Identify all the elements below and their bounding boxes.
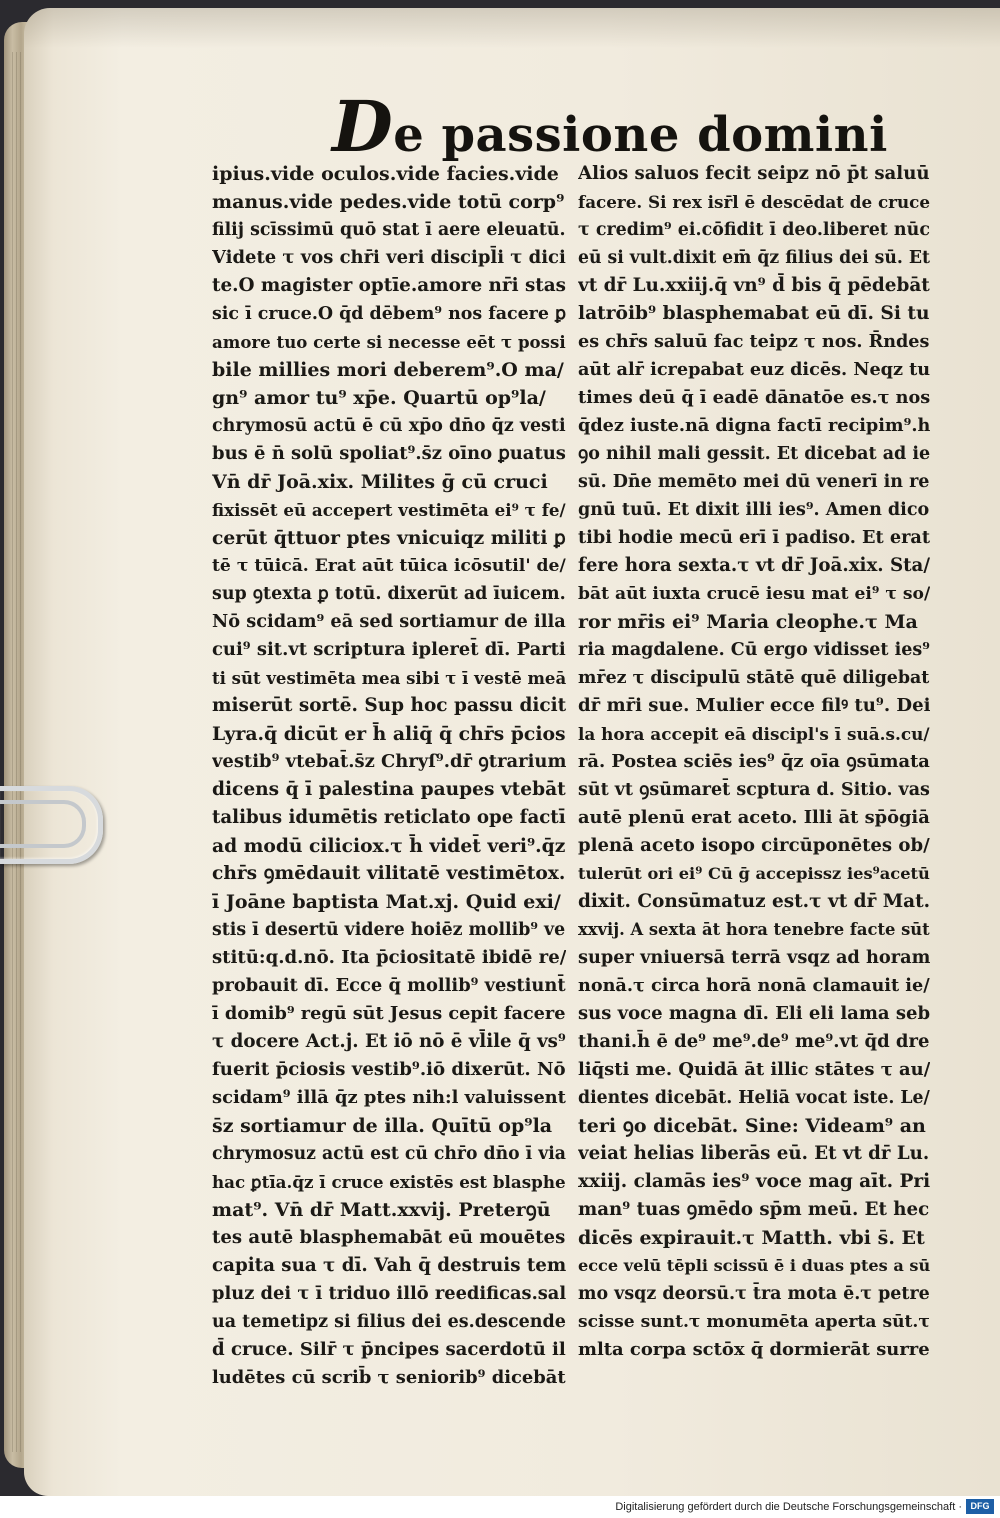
- text-line: teri ꝯo dicebāt. Sine: Videam⁹ an: [578, 1115, 926, 1137]
- text-line: ecce velū tēpli scissū ē i duas ptes a sū: [578, 1256, 930, 1275]
- text-line: hac ꝑtīa.q̄z ī cruce existēs est blasphe: [212, 1172, 566, 1192]
- text-line: mlta corpa sctōx q̄ dormierāt surre: [578, 1339, 930, 1360]
- text-line: manus.vide pedes.vide totū corp⁹: [212, 191, 565, 213]
- text-line: tē τ tūicā. Erat aūt tūica icōsutil' de/: [212, 556, 566, 576]
- text-line: tulerūt ori ei⁹ Cū ḡ accepissz ies⁹acetū: [578, 864, 930, 883]
- text-line: amore tuo certe si necesse eēt τ possi: [212, 332, 566, 352]
- text-line: tes autē blasphemabāt eū mouētes: [212, 1227, 566, 1248]
- text-line: latrōib⁹ blasphemabat eū dī. Si tu: [578, 303, 930, 324]
- text-line: thani.h̄ ē de⁹ me⁹.de⁹ me⁹.vt q̄d dre: [578, 1031, 930, 1052]
- text-line: sup ꝯtexta ꝑ totū. dixerūt ad īuicem.: [212, 584, 566, 604]
- text-line: ror mr̄is ei⁹ Maria cleophe.τ Ma: [578, 611, 918, 633]
- text-line: la hora accepit eā discipl's ī suā.s.cu/: [578, 724, 930, 744]
- text-line: sus voce magna dī. Eli eli lama seb: [578, 1003, 930, 1024]
- text-line: fixissēt eū accepert vestimēta ei⁹ τ fe/: [212, 500, 566, 520]
- text-line: probauit dī. Ecce q̄ mollib⁹ vestiunt̄: [212, 975, 566, 996]
- dfg-logo: DFG: [966, 1499, 994, 1514]
- text-line: τ credim⁹ ei.cōfidit ī deo.liberet nūc: [578, 220, 930, 240]
- text-line: man⁹ tuas ꝯmēdo sp̄m meū. Et hec: [578, 1199, 930, 1220]
- text-line: Videte τ vos chr̄i veri discipl̄i τ dici: [212, 247, 566, 268]
- text-line: talibus idumētis reticlato ope factī: [212, 807, 566, 828]
- text-line: miserūt sortē. Sup hoc passu dicit: [212, 695, 566, 716]
- text-line: ua temetipz si filius dei es.descende: [212, 1312, 566, 1332]
- text-line: d̄ cruce. Silr̄ τ p̄ncipes sacerdotū il: [212, 1339, 566, 1360]
- text-line: cui⁹ sit.vt scriptura ipleret̄ dī. Parti: [212, 639, 566, 660]
- text-line: bus ē n̄ solū spoliat⁹.s̄z oīno ꝑuatus: [212, 443, 566, 464]
- paper-clip-inner-loop: [0, 800, 86, 848]
- text-line: stitū:q.d.nō. Ita p̄ciositatē ibidē re/: [212, 947, 566, 968]
- text-line: facere. Si rex isr̄l ē descēdat de cruce: [578, 192, 930, 212]
- text-line: dicens q̄ ī palestina paupes vtebāt: [212, 779, 566, 800]
- text-line: τ docere Act.j. Et iō nō ē vl̄ile q̄ vs⁹: [212, 1031, 566, 1052]
- text-line: dr̄ mr̄i sue. Mulier ecce filꝰ tu⁹. Dei: [578, 695, 930, 716]
- text-line: Alios saluos fecit seipz nō p̄t saluū: [578, 163, 930, 184]
- text-line: fere hora sexta.τ vt dr̄ Joā.xix. Sta/: [578, 555, 930, 576]
- text-line: super vniuersā terrā vsqz ad horam: [578, 947, 930, 968]
- text-line: Vn̄ dr̄ Joā.xix. Milites ḡ cū cruci: [212, 471, 548, 493]
- text-line: nonā.τ circa horā nonā clamauit ie/: [578, 975, 930, 996]
- text-line: ad modū ciliciox.τ h̄ videt̄ veri⁹.q̄z: [212, 835, 566, 857]
- funding-credit: Digitalisierung gefördert durch die Deutsche Forschungsgemeinschaft ·: [615, 1501, 962, 1513]
- text-line: sūt vt ꝯsūmaret̄ scptura d. Sitio. vas: [578, 780, 930, 800]
- text-line: te.O magister optīe.amore nr̄i stas: [212, 275, 566, 296]
- text-line: gnū tuū. Et dixit illi ies⁹. Amen dico: [578, 500, 930, 520]
- text-line: dicēs expirauit.τ Matth. vbi s̄. Et: [578, 1227, 925, 1249]
- text-line: mo vsqz deorsū.τ t̄ra mota ē.τ petre: [578, 1284, 930, 1304]
- text-line: xxvij. A sexta āt hora tenebre facte sūt: [578, 920, 930, 939]
- text-line: aūt alr̄ icrepabat euz dicēs. Neqz tu: [578, 359, 930, 380]
- text-line: xxiij. clamās ies⁹ voce mag aīt. Pri: [578, 1171, 930, 1192]
- text-line: plenā aceto isopo circūponētes ob/: [578, 835, 930, 856]
- text-line: ī domib⁹ regū sūt Jesus cepit facere: [212, 1003, 566, 1024]
- text-column-left: [212, 160, 566, 1392]
- text-line: mr̄ez τ discipulū stātē quē diligebat: [578, 668, 930, 688]
- text-line: fuerit p̄ciosis vestib⁹.iō dixerūt. Nō: [212, 1059, 566, 1080]
- text-line: sic ī cruce.O q̄d dēbem⁹ nos facere ꝑ: [212, 304, 566, 324]
- text-line: chrymosū actū ē cū xp̄o dn̄o q̄z vesti: [212, 416, 566, 436]
- text-line: ti sūt vestimēta mea sibi τ ī vestē meā: [212, 668, 566, 688]
- heading-text: e passione domini: [393, 107, 888, 163]
- text-line: stis ī desertū videre hoiēz mollib⁹ ve: [212, 920, 566, 940]
- text-line: Nō scidam⁹ eā sed sortiamur de illa: [212, 611, 566, 632]
- text-line: rā. Postea sciēs ies⁹ q̄z oīa ꝯsūmata: [578, 751, 930, 772]
- text-line: pluz dei τ ī triduo illō reedificas.sal: [212, 1283, 566, 1304]
- text-line: ludētes cū scrib̄ τ seniorib⁹ dicebāt: [212, 1367, 566, 1388]
- text-line: scisse sunt.τ monumēta aperta sūt.τ: [578, 1312, 930, 1332]
- text-line: q̄dez iuste.nā digna factī recipim⁹.h: [578, 415, 930, 436]
- text-line: vestib⁹ vtebat̄.s̄z Chryſ⁹.dr̄ ꝯtrarium: [212, 751, 566, 772]
- text-line: scidam⁹ illā q̄z ptes nih:l valuissent: [212, 1087, 566, 1108]
- heading-initial: D: [332, 85, 394, 168]
- text-line: tibi hodie mecū erī ī padiso. Et erat: [578, 527, 930, 548]
- footer-bar: [0, 1496, 1000, 1518]
- text-line: mat⁹. Vn̄ dr̄ Matt.xxvij. Preterꝯū: [212, 1199, 551, 1221]
- text-line: ī Joāne baptista Mat.xj. Quid exi/: [212, 891, 561, 913]
- text-line: cerūt q̄ttuor ptes vnicuiqz militi ꝑ: [212, 527, 566, 549]
- text-line: dixit. Consūmatuz est.τ vt dr̄ Mat.: [578, 891, 930, 912]
- text-line: ipius.vide oculos.vide facies.vide: [212, 163, 559, 185]
- page-top-shadow: [24, 8, 1000, 48]
- text-line: vt dr̄ Lu.xxiij.q̄ vn⁹ d̄ bis q̄ pēdebāt: [578, 275, 930, 296]
- text-line: eū si vult.dixit em̄ q̄z filius dei sū. Et: [578, 248, 930, 268]
- text-line: sū. Dn̄e memēto mei dū venerī in re: [578, 472, 930, 492]
- text-line: bile millies mori deberem⁹.O ma/: [212, 359, 564, 381]
- text-line: chr̄s ꝯmēdauit vilitatē vestimētox.: [212, 863, 566, 884]
- text-line: veiat helias liberās eū. Et vt dr̄ Lu.: [578, 1143, 930, 1164]
- text-line: s̄z sortiamur de illa. Quītū op⁹la: [212, 1115, 553, 1137]
- text-line: autē plenū erat aceto. Illi āt sp̄ōgiā: [578, 807, 930, 828]
- text-line: times deū q̄ ī eadē dānatōe es.τ nos: [578, 387, 930, 408]
- text-line: es chr̄s saluū fac teipz τ nos. R̄ndes: [578, 331, 930, 352]
- text-line: dientes dicebāt. Heliā vocat iste. Le/: [578, 1088, 930, 1108]
- text-line: capita sua τ dī. Vah q̄ destruis tem: [212, 1255, 566, 1276]
- page-heading: [332, 84, 932, 170]
- text-line: ria magdalene. Cū ergo vidisset ies⁹: [578, 640, 930, 660]
- text-column-right: [578, 160, 930, 1364]
- text-line: Lyra.q̄ dicūt er h̄ aliq̄ q̄ chr̄s p̄cios: [212, 723, 566, 745]
- text-line: chrymosuz actū est cū chr̄o dn̄o ī via: [212, 1144, 566, 1164]
- text-line: filij scīssimū quō stat ī aere eleuatū.: [212, 220, 566, 240]
- text-line: liq̄sti me. Quidā āt illic stātes τ au/: [578, 1059, 930, 1080]
- text-line: ꝯo nihil mali gessit. Et dicebat ad ie: [578, 444, 930, 464]
- text-line: gn⁹ amor tu⁹ xp̄e. Quartū op⁹la/: [212, 387, 546, 409]
- text-line: bāt aūt iuxta crucē iesu mat ei⁹ τ so/: [578, 584, 930, 604]
